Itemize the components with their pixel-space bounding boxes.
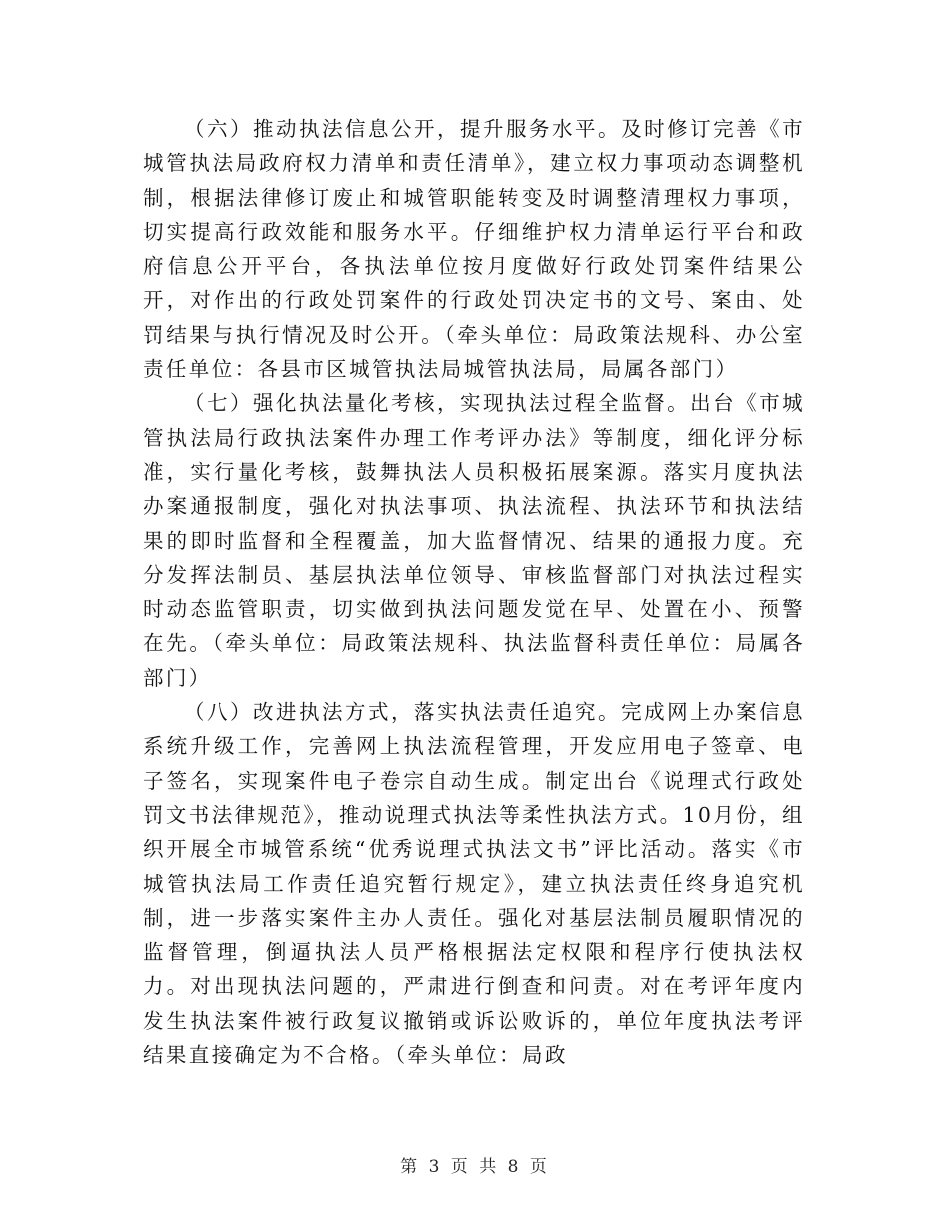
page-number-footer: 第 3 页 共 8 页: [400, 1157, 550, 1177]
paragraph-six: （六）推动执法信息公开，提升服务水平。及时修订完善《市城管执法局政府权力清单和责任清单》，建立权力事项动态调整机制，根据法律修订废止和城管职能转变及时调整清理权力事项，切实提高行政效能和服务水平。仔细维护权力清单运行平台和政府信息公开平台，各执法单位按月度做好行政处罚案件结果公开，对作出的行政处罚案件的行政处罚决定书的文号、案由、处罚结果与执行情况及时公开。（牵头单位：局政策法规科、办公室责任单位：各县市区城管执法局城管执法局，局属各部门）: [143, 117, 805, 382]
paragraph-eight: （八）改进执法方式，落实执法责任追究。完成网上办案信息系统升级工作，完善网上执法流程管理，开发应用电子签章、电子签名，实现案件电子卷宗自动生成。制定出台《说理式行政处罚文书法律规范》，推动说理式执法等柔性执法方式。10月份，组织开展全市城管系统“优秀说理式执法文书”评比活动。落实《市城管执法局工作责任追究暂行规定》，建立执法责任终身追究机制，进一步落实案件主办人责任。强化对基层法制员履职情况的监督管理，倒逼执法人员严格根据法定权限和程序行使执法权力。对出现执法问题的，严肃进行倒查和问责。对在考评年度内发生执法案件被行政复议撤销或诉讼败诉的，单位年度执法考评结果直接确定为不合格。（牵头单位：局政: [143, 700, 805, 1068]
paragraph-seven: （七）强化执法量化考核，实现执法过程全监督。出台《市城管执法局行政执法案件办理工作考评办法》等制度，细化评分标准，实行量化考核，鼓舞执法人员积极拓展案源。落实月度执法办案通报制度，强化对执法事项、执法流程、执法环节和执法结果的即时监督和全程覆盖，加大监督情况、结果的通报力度。充分发挥法制员、基层执法单位领导、审核监督部门对执法过程实时动态监管职责，切实做到执法问题发觉在早、处置在小、预警在先。（牵头单位：局政策法规科、执法监督科责任单位：局属各部门）: [143, 391, 805, 690]
document-body: [143, 112, 805, 1072]
